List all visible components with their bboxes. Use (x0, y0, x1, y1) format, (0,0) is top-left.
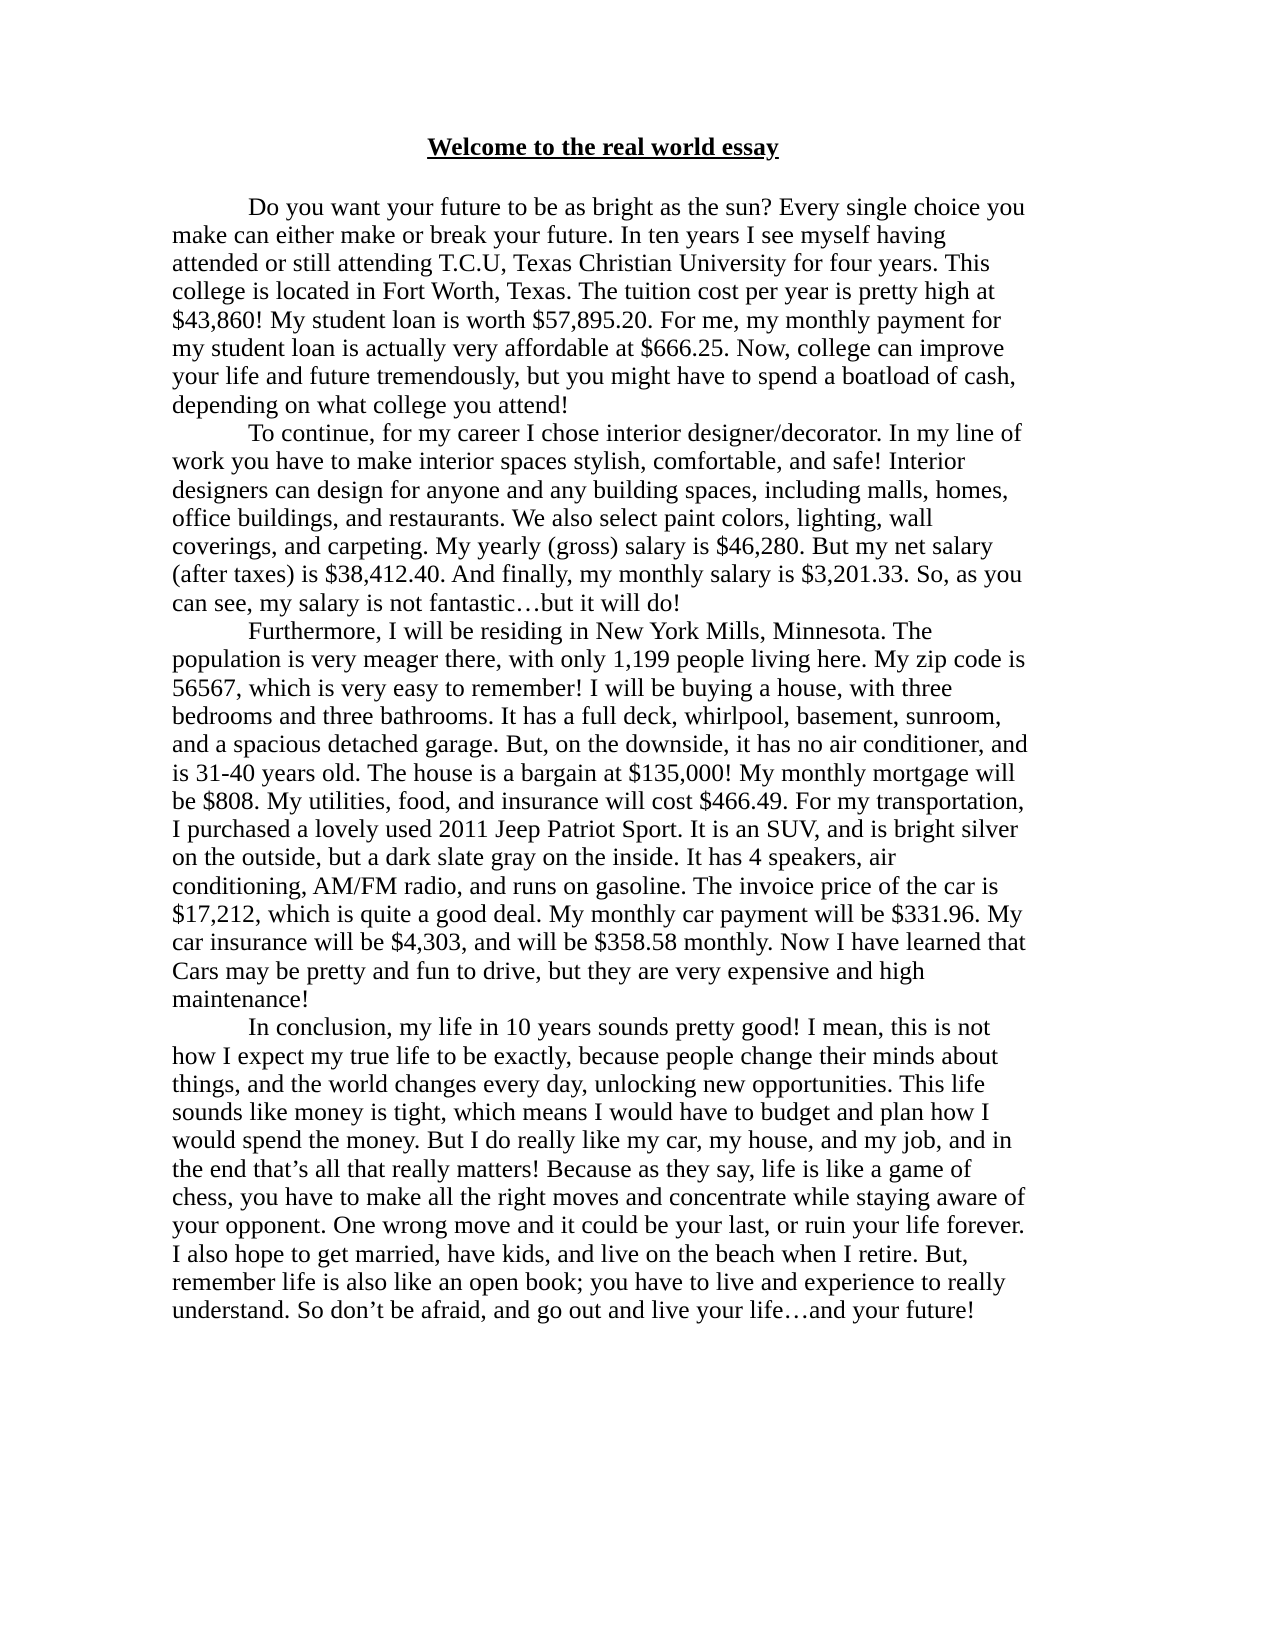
document-content (172, 132, 1034, 1324)
paragraph-2: To continue, for my career I chose interior designer/decorator. In my line of work you have to make interior spaces stylish, comfortable, and safe! Interior designers can design for anyone and any building spaces, including malls, homes, office buildings, and restaurants. We also select paint colors, lighting, wall coverings, and carpeting. My yearly (gross) salary is $46,280. But my net salary (after taxes) is $38,412.40. And finally, my monthly salary is $3,201.33. So, as you can see, my salary is not fantastic…but it will do! (172, 417, 1023, 617)
paragraph-1: Do you want your future to be as bright as the sun? Every single choice you make can either make or break your future. In ten years I see myself having attended or still attending T.C.U, Texas Christian University for four years. This college is located in Fort Worth, Texas. The tuition cost per year is pretty high at $43,860! My student loan is worth $57,895.20. For me, my monthly payment for my student loan is actually very affordable at $666.25. Now, college can improve your life and future tremendously, but you might have to spend a boatload of cash, depending on what college you attend! (172, 191, 1026, 419)
page-title: Welcome to the real world essay (427, 132, 779, 161)
paragraph-4: In conclusion, my life in 10 years sounds pretty good! I mean, this is not how I expect my true life to be exactly, because people change their minds about things, and the world changes every day, unlocking new opportunities. This life sounds like money is tight, which means I would have to budget and plan how I would spend the money. But I do really like my car, my house, and my job, and in the end that’s all that really matters! Because as they say, life is like a game of chess, you have to make all the right moves and concentrate while staying aware of your opponent. One wrong move and it could be your last, or ruin your life forever. I also hope to get married, have kids, and live on the beach when I retire. But, remember life is also like an open book; you have to live and experience to really understand. So don’t be afraid, and go out and live your life…and your future! (172, 1012, 1026, 1325)
paragraph-3: Furthermore, I will be residing in New York Mills, Minnesota. The population is very meager there, with only 1,199 people living here. My zip code is 56567, which is very easy to remember! I will be buying a house, with three bedrooms and three bathrooms. It has a full deck, whirlpool, basement, sunroom, and a spacious detached garage. But, on the downside, it has no air conditioner, and is 31-40 years old. The house is a bargain at $135,000! My monthly mortgage will be $808. My utilities, food, and insurance will cost $466.49. For my transportation, I purchased a lovely used 2011 Jeep Patriot Sport. It is an SUV, and is bright silver on the outside, but a dark slate gray on the inside. It has 4 speakers, air conditioning, AM/FM radio, and runs on gasoline. The invoice price of the car is $17,212, which is quite a good deal. My monthly car payment will be $331.96. My car insurance will be $4,303, and will be $358.58 monthly. Now I have learned that Cars may be pretty and fun to drive, but they are very expensive and high maintenance! (172, 616, 1028, 1013)
essay-body (172, 193, 1034, 1325)
